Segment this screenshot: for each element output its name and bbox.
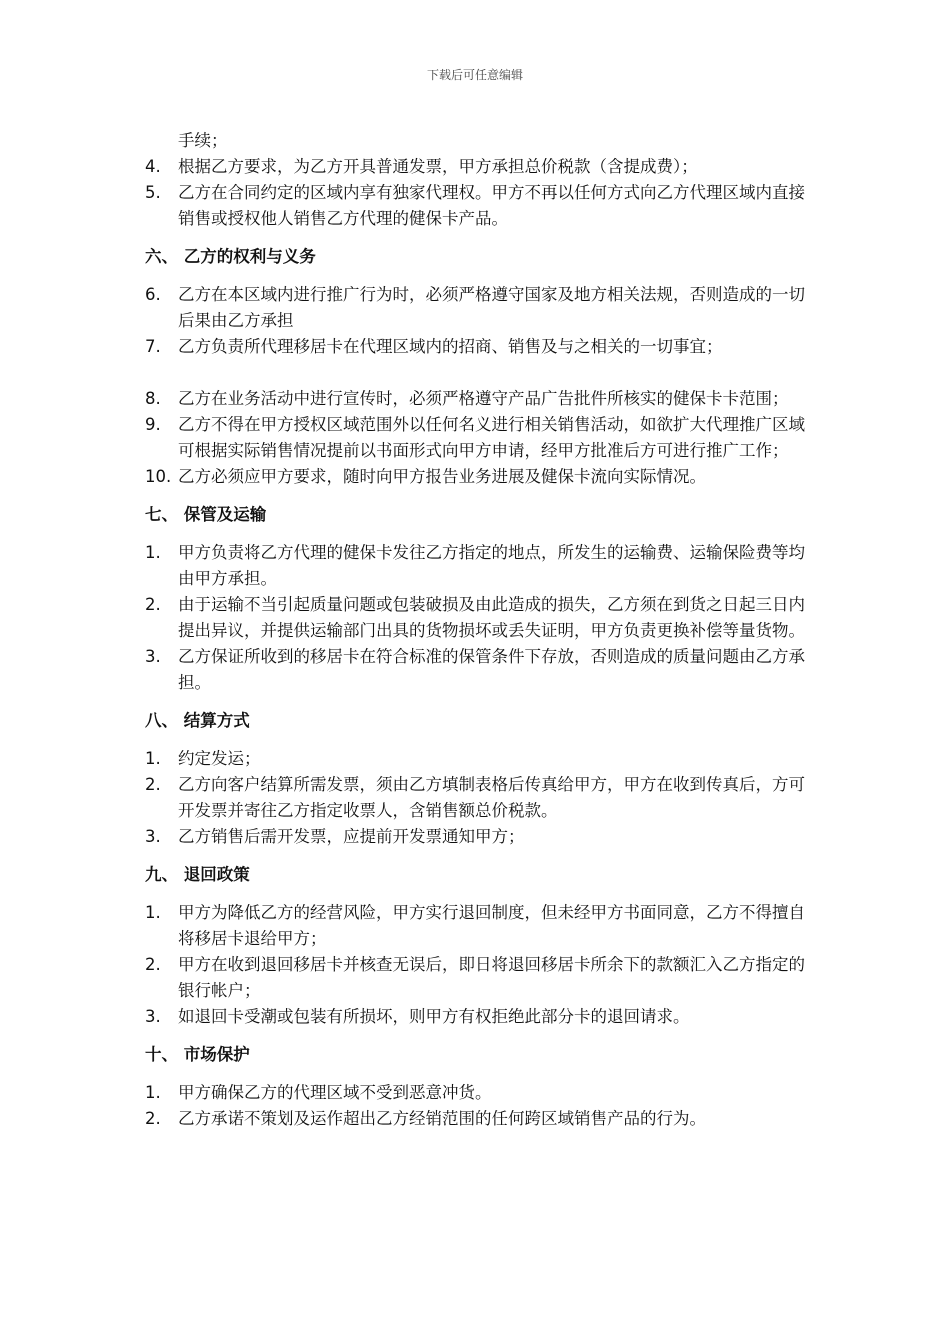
item-number: 2. xyxy=(145,595,161,614)
list-item xyxy=(145,180,815,232)
item-number: 2. xyxy=(145,955,161,974)
list-item xyxy=(145,334,815,360)
item-text: 乙方保证所收到的移居卡在符合标准的保管条件下存放，否则造成的质量问题由乙方承担。 xyxy=(178,647,805,692)
item-number: 1. xyxy=(145,543,161,562)
section-title: 七、 保管及运输 xyxy=(145,505,267,524)
list-item xyxy=(145,952,815,1004)
list-item xyxy=(145,154,815,180)
item-text: 由于运输不当引起质量问题或包装破损及由此造成的损失，乙方须在到货之日起三日内提出异议，并提供运输部门出具的货物损坏或丢失证明，甲方负责更换补偿等量货物。 xyxy=(178,595,805,640)
list-item xyxy=(145,282,815,334)
list-item xyxy=(145,592,815,644)
item-number: 9. xyxy=(145,415,161,434)
section-title: 六、 乙方的权利与义务 xyxy=(145,247,316,266)
item-text: 乙方在合同约定的区域内享有独家代理权。甲方不再以任何方式向乙方代理区域内直接销售或授权他人销售乙方代理的健保卡产品。 xyxy=(178,183,805,228)
section-title: 九、 退回政策 xyxy=(145,865,250,884)
blank-line xyxy=(145,360,815,386)
item-text: 如退回卡受潮或包装有所损坏，则甲方有权拒绝此部分卡的退回请求。 xyxy=(178,1007,690,1026)
item-text: 乙方承诺不策划及运作超出乙方经销范围的任何跨区域销售产品的行为。 xyxy=(178,1109,706,1128)
item-text: 甲方确保乙方的代理区域不受到恶意冲货。 xyxy=(178,1083,492,1102)
item-number: 7. xyxy=(145,337,161,356)
item-text: 约定发运； xyxy=(178,749,261,768)
item-number: 5. xyxy=(145,183,161,202)
list-item xyxy=(145,386,815,412)
list-item xyxy=(145,1004,815,1030)
item-text: 甲方负责将乙方代理的健保卡发往乙方指定的地点，所发生的运输费、运输保险费等均由甲方承担。 xyxy=(178,543,805,588)
list-item xyxy=(145,644,815,696)
continuation-line: 手续； xyxy=(178,131,228,150)
section-title: 八、 结算方式 xyxy=(145,711,250,730)
list-item xyxy=(145,412,815,464)
list-item xyxy=(145,540,815,592)
item-text: 甲方为降低乙方的经营风险，甲方实行退回制度，但未经甲方书面同意，乙方不得擅自将移居卡退给甲方； xyxy=(178,903,805,948)
item-number: 4. xyxy=(145,157,161,176)
section-title: 十、 市场保护 xyxy=(145,1045,250,1064)
list-item xyxy=(145,464,815,490)
list-item xyxy=(145,1106,815,1132)
item-text: 根据乙方要求，为乙方开具普通发票，甲方承担总价税款（含提成费）； xyxy=(178,157,698,176)
item-number: 3. xyxy=(145,827,161,846)
item-text: 乙方不得在甲方授权区域范围外以任何名义进行相关销售活动，如欲扩大代理推广区域可根据实际销售情况提前以书面形式向甲方申请，经甲方批准后方可进行推广工作； xyxy=(178,415,805,460)
item-text: 乙方必须应甲方要求，随时向甲方报告业务进展及健保卡流向实际情况。 xyxy=(178,467,706,486)
item-number: 10. xyxy=(145,467,172,486)
item-number: 1. xyxy=(145,1083,161,1102)
item-text: 乙方在业务活动中进行宣传时，必须严格遵守产品广告批件所核实的健保卡卡范围； xyxy=(178,389,789,408)
document-body xyxy=(145,128,815,1132)
item-text: 乙方销售后需开发票，应提前开发票通知甲方； xyxy=(178,827,525,846)
page-header: 下载后可任意编辑 xyxy=(426,68,523,82)
item-text: 甲方在收到退回移居卡并核查无误后，即日将退回移居卡所余下的款额汇入乙方指定的银行帐户； xyxy=(178,955,805,1000)
list-item xyxy=(145,772,815,824)
list-item xyxy=(145,746,815,772)
list-item xyxy=(145,1080,815,1106)
item-number: 1. xyxy=(145,749,161,768)
item-number: 2. xyxy=(145,1109,161,1128)
item-number: 3. xyxy=(145,647,161,666)
item-text: 乙方向客户结算所需发票，须由乙方填制表格后传真给甲方，甲方在收到传真后，方可开发票并寄往乙方指定收票人，含销售额总价税款。 xyxy=(178,775,805,820)
item-number: 8. xyxy=(145,389,161,408)
list-item xyxy=(145,900,815,952)
item-number: 1. xyxy=(145,903,161,922)
item-number: 3. xyxy=(145,1007,161,1026)
item-text: 乙方在本区域内进行推广行为时，必须严格遵守国家及地方相关法规，否则造成的一切后果由乙方承担 xyxy=(178,285,805,330)
item-text: 乙方负责所代理移居卡在代理区域内的招商、销售及与之相关的一切事宜； xyxy=(178,337,723,356)
item-number: 2. xyxy=(145,775,161,794)
item-number: 6. xyxy=(145,285,161,304)
list-item xyxy=(145,824,815,850)
